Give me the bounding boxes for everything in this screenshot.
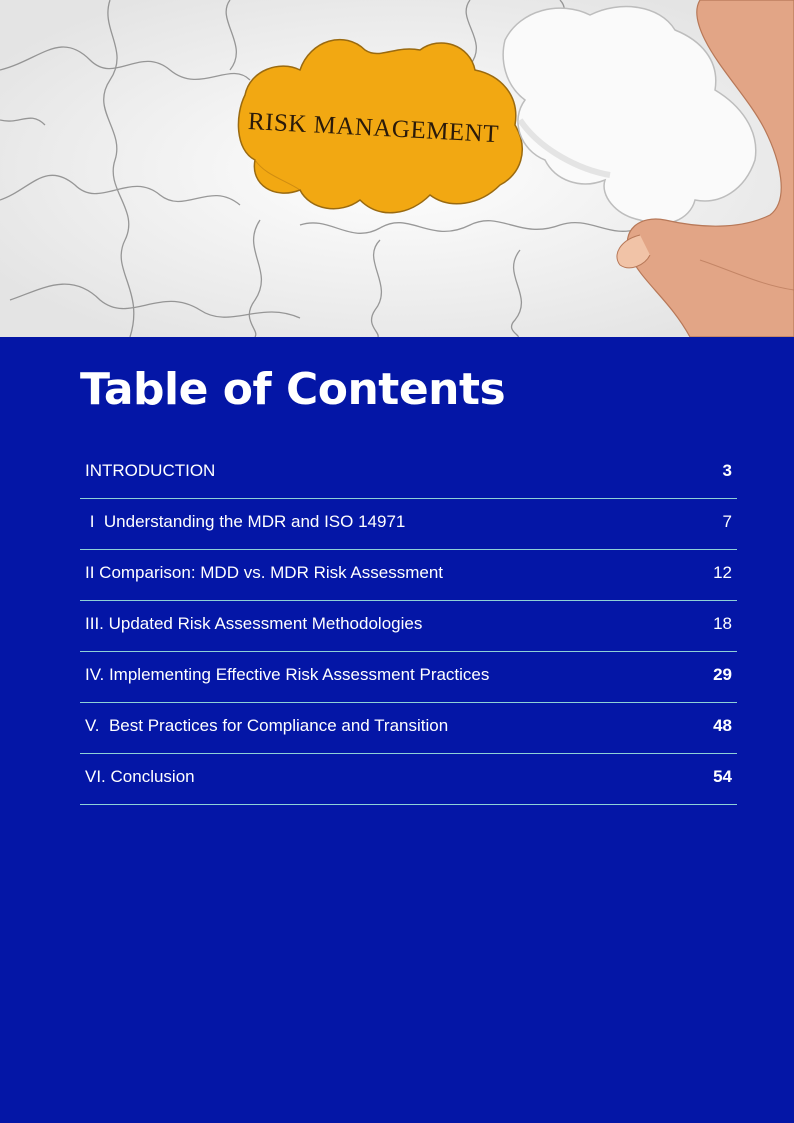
toc-entry-label: VI. Conclusion (85, 767, 195, 786)
toc-page-number: 18 (713, 614, 732, 633)
toc-page-number: 7 (722, 512, 732, 531)
toc-row[interactable] (80, 754, 737, 805)
toc-page-number: 3 (722, 461, 732, 480)
toc-entry-label: I Understanding the MDR and ISO 14971 (85, 512, 406, 531)
toc-row[interactable] (80, 703, 737, 754)
toc-page-number: 54 (713, 767, 732, 786)
toc-entry-label: IV. Implementing Effective Risk Assessment Practices (85, 665, 490, 684)
toc-entry-label: III. Updated Risk Assessment Methodologies (85, 614, 423, 633)
toc-row[interactable] (80, 601, 737, 652)
table-of-contents (80, 448, 737, 805)
puzzle-illustration (0, 0, 794, 337)
toc-entry-label: II Comparison: MDD vs. MDR Risk Assessment (85, 563, 444, 582)
toc-row[interactable] (80, 550, 737, 601)
toc-page-number: 12 (713, 563, 732, 582)
toc-entry-label: V. Best Practices for Compliance and Transition (85, 716, 449, 735)
toc-entry-label: INTRODUCTION (85, 461, 216, 480)
page-title: Table of Contents (80, 364, 506, 415)
toc-row[interactable] (80, 499, 737, 550)
toc-page-number: 48 (713, 716, 732, 735)
toc-row[interactable] (80, 652, 737, 703)
toc-row[interactable] (80, 448, 737, 499)
risk-management-label: RISK MANAGEMENT (247, 108, 500, 149)
hero-image (0, 0, 794, 337)
toc-page-number: 29 (713, 665, 732, 684)
